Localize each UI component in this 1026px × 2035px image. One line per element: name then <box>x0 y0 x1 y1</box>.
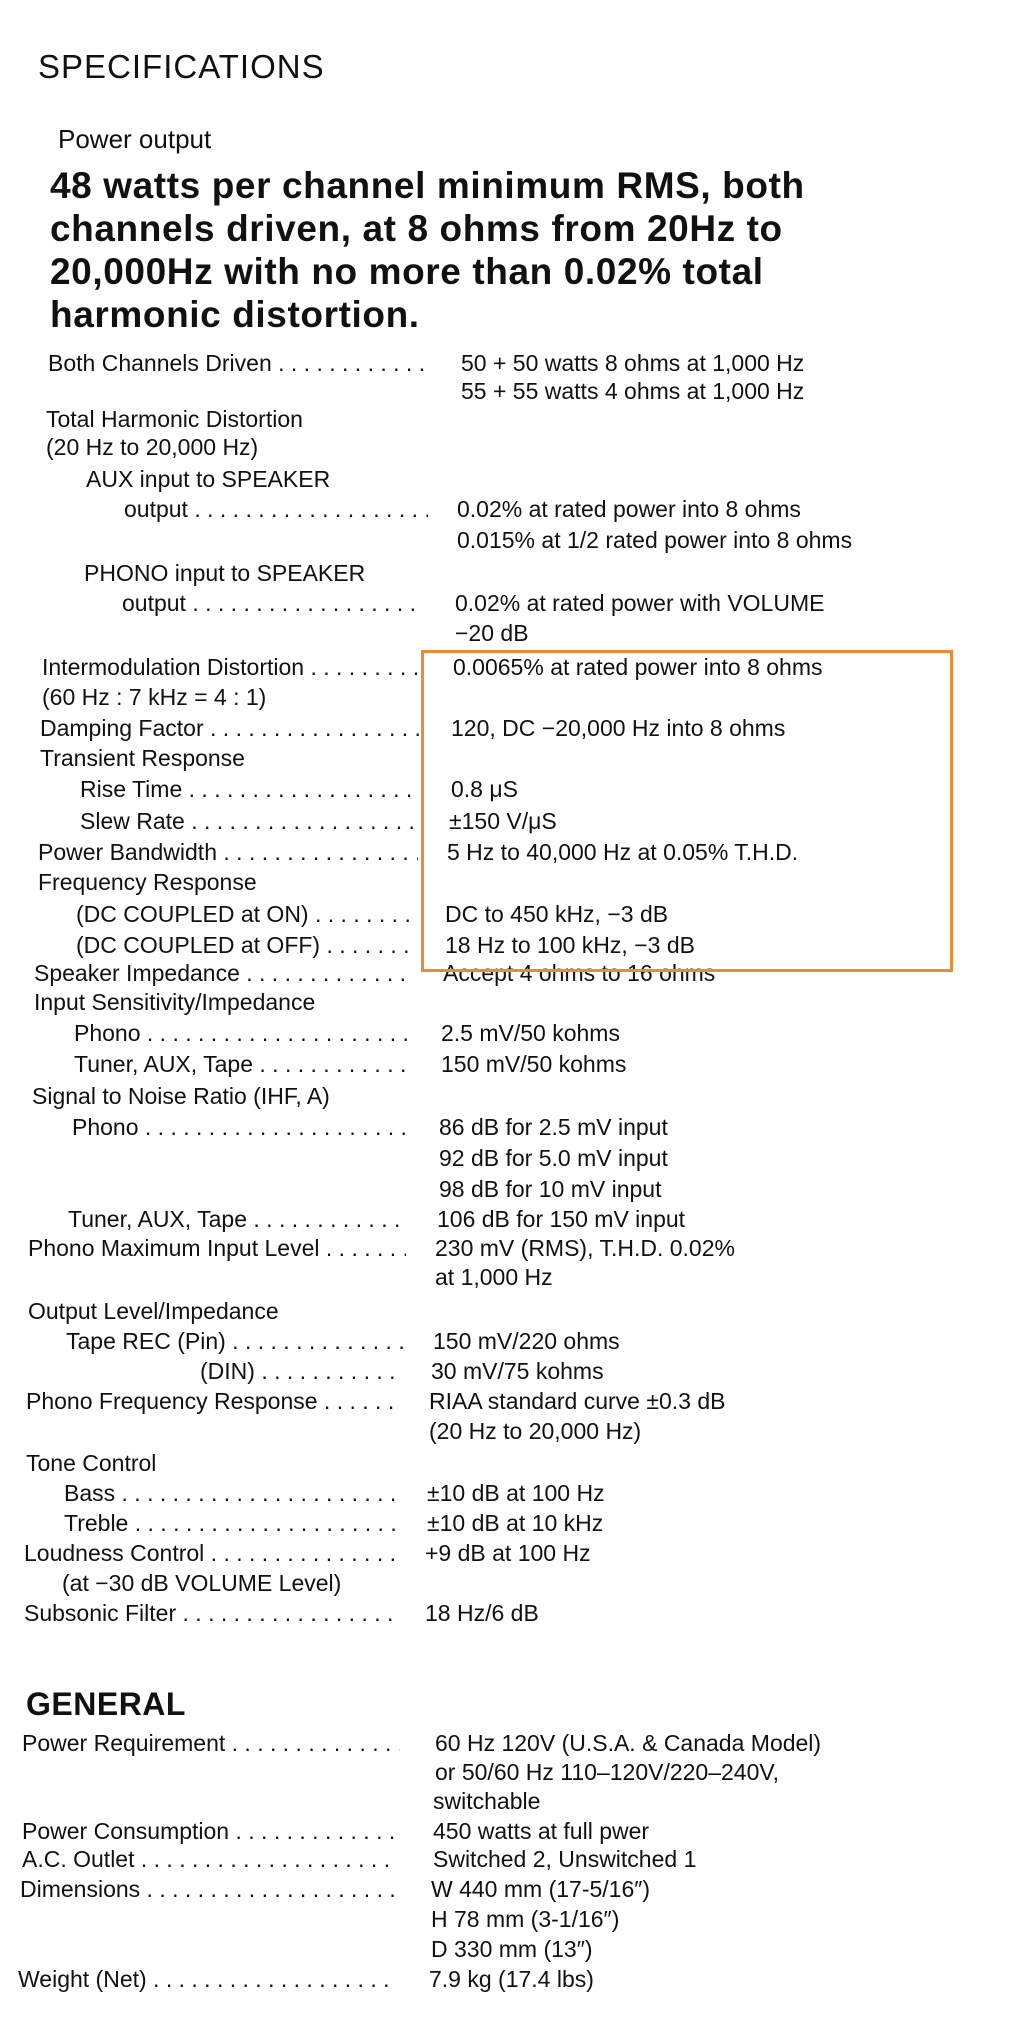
spec-label: Loudness Control . . . <box>24 1540 396 1567</box>
general-heading: GENERAL <box>26 1686 186 1722</box>
spec-label: Phono . . . <box>74 1020 412 1047</box>
spec-row <box>0 1876 1000 1908</box>
spec-label: PHONO input to SPEAKER <box>84 560 366 586</box>
spec-label: Bass . . . <box>64 1480 398 1507</box>
spec-row <box>0 1600 1000 1632</box>
spec-label: Treble . . . <box>64 1510 398 1537</box>
spec-value: 450 watts at full pwer <box>433 1818 650 1844</box>
spec-label: Phono . . . <box>72 1114 410 1141</box>
spec-value: 55 + 55 watts 4 ohms at 1,000 Hz <box>461 378 805 404</box>
spec-value: −20 dB <box>455 620 529 646</box>
spec-label: Total Harmonic Distortion <box>46 406 303 432</box>
spec-value: ±10 dB at 10 kHz <box>427 1510 604 1536</box>
spec-row <box>0 1450 1000 1482</box>
spec-value: 150 mV/50 kohms <box>441 1051 627 1077</box>
spec-row <box>0 1906 1000 1938</box>
spec-label: (20 Hz to 20,000 Hz) <box>46 434 259 460</box>
spec-label: Rise Time . . . <box>80 776 420 803</box>
spec-value: 92 dB for 5.0 mV input <box>439 1145 668 1171</box>
spec-label: Tape REC (Pin) . . . <box>66 1328 404 1355</box>
spec-value: switchable <box>433 1788 541 1814</box>
spec-label: Speaker Impedance . . . <box>34 960 414 987</box>
spec-row <box>0 1298 1000 1330</box>
spec-label: Slew Rate . . . <box>80 808 420 835</box>
spec-value: or 50/60 Hz 110–120V/220–240V, <box>435 1759 780 1785</box>
spec-value: 5 Hz to 40,000 Hz at 0.05% T.H.D. <box>447 839 799 865</box>
spec-label: A.C. Outlet . . . <box>22 1846 396 1873</box>
spec-label: Dimensions . . . <box>20 1876 396 1903</box>
spec-row <box>0 560 1000 592</box>
spec-row <box>0 527 1000 559</box>
spec-label: Input Sensitivity/Impedance <box>34 989 316 1015</box>
spec-row <box>0 1206 1000 1238</box>
spec-value: 106 dB for 150 mV input <box>437 1206 686 1232</box>
spec-value: D 330 mm (13″) <box>431 1936 593 1962</box>
spec-row <box>0 1235 1000 1267</box>
spec-row <box>0 496 1000 528</box>
spec-label: Power Bandwidth . . . <box>38 839 418 866</box>
spec-label: (DC COUPLED at OFF) . . . <box>76 932 416 959</box>
spec-value: 0.0065% at rated power into 8 ohms <box>453 654 823 680</box>
spec-label: Frequency Response <box>38 869 257 895</box>
spec-label: Transient Response <box>40 745 245 771</box>
spec-row <box>0 1510 1000 1542</box>
spec-row <box>0 1388 1000 1420</box>
statement-line: channels driven, at 8 ohms from 20Hz to <box>50 208 783 249</box>
spec-label: Power Consumption . . . <box>22 1818 398 1845</box>
spec-value: 98 dB for 10 mV input <box>439 1176 662 1202</box>
spec-value: 30 mV/75 kohms <box>431 1358 604 1384</box>
spec-value: 86 dB for 2.5 mV input <box>439 1114 668 1140</box>
spec-row <box>0 1114 1000 1146</box>
spec-label: Weight (Net) . . . <box>18 1966 394 1993</box>
spec-value: ±150 V/μS <box>449 808 557 834</box>
spec-value: H 78 mm (3-1/16″) <box>431 1906 620 1932</box>
spec-label: (DIN) . . . <box>200 1358 402 1385</box>
spec-value: 7.9 kg (17.4 lbs) <box>429 1966 594 1992</box>
spec-row <box>0 1570 1000 1602</box>
statement-line: 20,000Hz with no more than 0.02% total <box>50 251 764 292</box>
spec-row <box>0 1264 1000 1296</box>
spec-value: 60 Hz 120V (U.S.A. & Canada Model) <box>435 1730 822 1756</box>
spec-value: 2.5 mV/50 kohms <box>441 1020 620 1046</box>
spec-row <box>0 1540 1000 1572</box>
highlight-box <box>421 650 953 972</box>
spec-value: 0.02% at rated power into 8 ohms <box>457 496 801 522</box>
spec-label: Phono Frequency Response . . . <box>26 1388 400 1415</box>
spec-label: Signal to Noise Ratio (IHF, A) <box>32 1083 330 1109</box>
spec-row <box>0 1936 1000 1968</box>
spec-label: Output Level/Impedance <box>28 1298 279 1324</box>
spec-label: Power Requirement . . . <box>22 1730 400 1757</box>
spec-row <box>0 590 1000 622</box>
spec-row <box>0 1759 1000 1791</box>
power-output-label: Power output <box>58 124 212 154</box>
spec-row <box>0 1328 1000 1360</box>
spec-label: output . . . <box>124 496 428 523</box>
spec-row <box>0 1846 1000 1878</box>
spec-label: AUX input to SPEAKER <box>86 466 331 492</box>
spec-value: W 440 mm (17-5/16″) <box>431 1876 651 1902</box>
statement-line: harmonic distortion. <box>50 294 420 335</box>
spec-value: DC to 450 kHz, −3 dB <box>445 901 669 927</box>
spec-value: Switched 2, Unswitched 1 <box>433 1846 697 1872</box>
spec-label: Tone Control <box>26 1450 157 1476</box>
spec-label: (60 Hz : 7 kHz = 4 : 1) <box>42 684 267 710</box>
spec-value: RIAA standard curve ±0.3 dB <box>429 1388 726 1414</box>
spec-value: 150 mV/220 ohms <box>433 1328 620 1354</box>
spec-row <box>0 1418 1000 1450</box>
spec-row <box>0 1020 1000 1052</box>
spec-value: 230 mV (RMS), T.H.D. 0.02% <box>435 1235 735 1261</box>
spec-row <box>0 1966 1000 1998</box>
spec-row <box>0 1788 1000 1820</box>
spec-row <box>0 1083 1000 1115</box>
spec-value: 18 Hz/6 dB <box>425 1600 539 1626</box>
spec-value: 50 + 50 watts 8 ohms at 1,000 Hz <box>461 350 805 376</box>
spec-row <box>0 989 1000 1021</box>
spec-value: 120, DC −20,000 Hz into 8 ohms <box>451 715 786 741</box>
spec-row <box>0 1176 1000 1208</box>
page-title: SPECIFICATIONS <box>38 48 325 85</box>
spec-value: ±10 dB at 100 Hz <box>427 1480 605 1506</box>
spec-row <box>0 1730 1000 1762</box>
spec-label: Both Channels Driven . . . <box>48 350 428 377</box>
spec-row <box>0 466 1000 498</box>
spec-label: Tuner, AUX, Tape . . . <box>74 1051 410 1078</box>
spec-label: Damping Factor . . . <box>40 715 422 742</box>
spec-value: 0.015% at 1/2 rated power into 8 ohms <box>457 527 853 553</box>
spec-value: 0.8 μS <box>451 776 518 802</box>
spec-row <box>0 434 1000 466</box>
spec-row <box>0 1480 1000 1512</box>
spec-row <box>0 1051 1000 1083</box>
statement-line: 48 watts per channel minimum RMS, both <box>50 165 805 206</box>
spec-label: Tuner, AUX, Tape . . . <box>68 1206 406 1233</box>
power-output-statement <box>50 164 950 336</box>
spec-value: 0.02% at rated power with VOLUME <box>455 590 825 616</box>
spec-label: Phono Maximum Input Level . . . <box>28 1235 406 1262</box>
spec-value: at 1,000 Hz <box>435 1264 553 1290</box>
spec-label: Subsonic Filter . . . <box>24 1600 394 1627</box>
spec-row <box>0 620 1000 652</box>
spec-value: 18 Hz to 100 kHz, −3 dB <box>445 932 695 958</box>
spec-label: Intermodulation Distortion . . . <box>42 654 424 681</box>
spec-label: (at −30 dB VOLUME Level) <box>62 1570 342 1596</box>
spec-label: output . . . <box>122 590 424 617</box>
spec-row <box>0 1358 1000 1390</box>
spec-label: (DC COUPLED at ON) . . . <box>76 901 416 928</box>
spec-value: Accept 4 ohms to 16 ohms <box>443 960 716 986</box>
spec-value: (20 Hz to 20,000 Hz) <box>429 1418 642 1444</box>
spec-value: +9 dB at 100 Hz <box>425 1540 591 1566</box>
spec-row <box>0 1145 1000 1177</box>
